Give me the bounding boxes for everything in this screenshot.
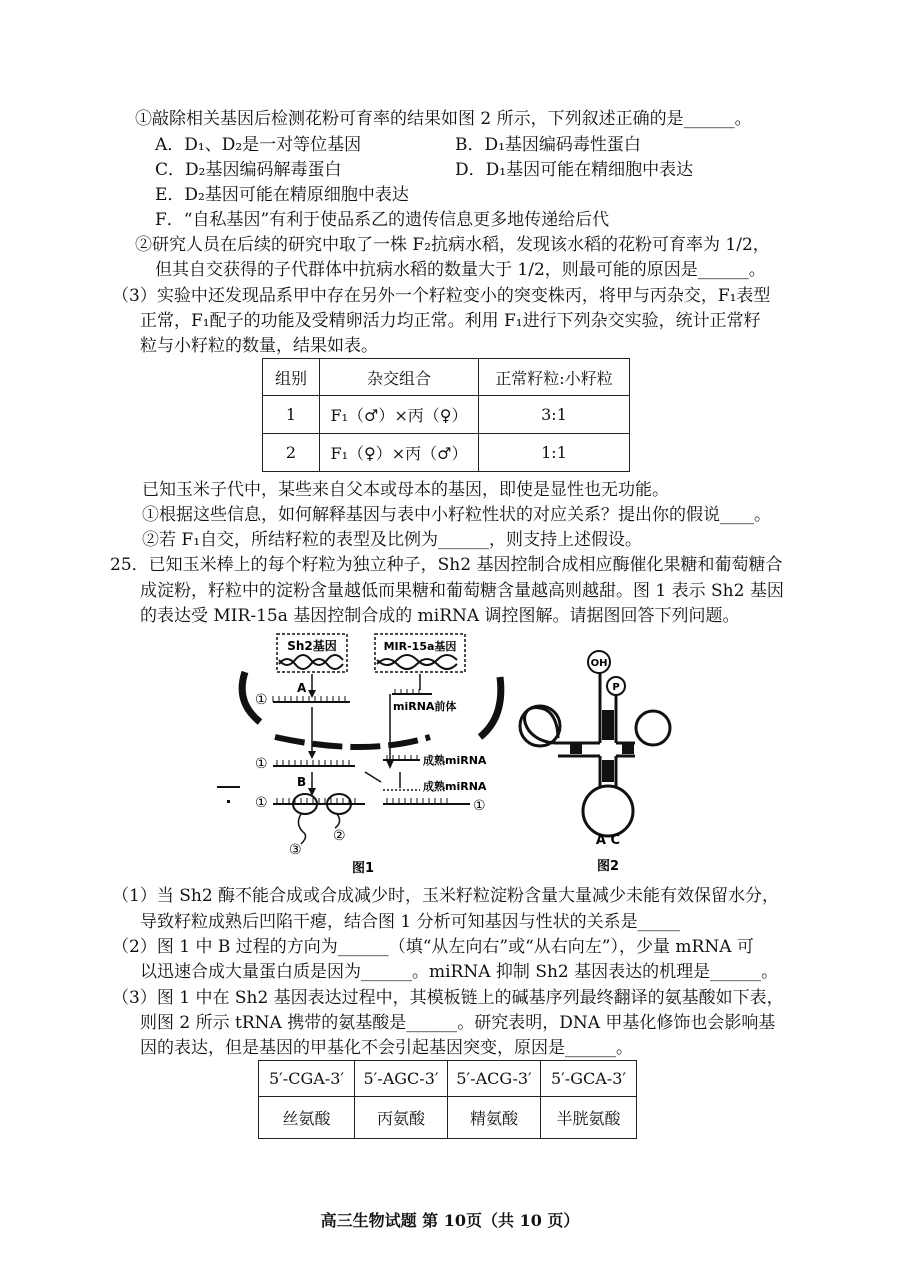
q25-sub2-line2: 以迅速合成大量蛋白质是因为______。miRNA 抑制 Sh2 基因表达的机理是______。: [140, 962, 779, 982]
nuclear-membrane-bottom: [275, 737, 430, 747]
q25-sub3-line1: （3）图 1 中在 Sh2 基因表达过程中，其模板链上的碱基序列最终翻译的氨基酸如下表，: [112, 988, 784, 1008]
table-cell: 1:1: [479, 434, 630, 472]
codon-cell: 5′-AGC-3′: [355, 1061, 448, 1097]
mrna-marker-2: ①: [255, 756, 268, 772]
table-cell: 3:1: [479, 396, 630, 434]
polypeptide-marker-3: ③: [289, 842, 302, 858]
codon-cell: 5′-CGA-3′: [259, 1061, 355, 1097]
q24-part3-line1: （3）实验中还发现品系甲中存在另外一个籽粒变小的突变株丙，将甲与丙杂交，F₁表型: [112, 286, 771, 306]
table-header-cell: 正常籽粒:小籽粒: [479, 359, 630, 396]
mrna-marker-1: ①: [255, 692, 268, 708]
oh-label: OH: [590, 658, 608, 669]
mir-dna-helix-icon: [377, 655, 457, 669]
option-c: C．D₂基因编码解毒蛋白: [155, 160, 342, 180]
anticodon-label: A C: [595, 833, 621, 848]
figure-2-trna: [510, 648, 680, 878]
table-header-cell: 组别: [263, 359, 320, 396]
mrna-marker-4: ①: [473, 798, 486, 814]
option-e: E．D₂基因可能在精原细胞中表达: [155, 185, 409, 205]
q24-part3-line3: 粒与小籽粒的数量，结果如表。: [140, 336, 378, 356]
sh2-dna-helix-icon: [279, 655, 343, 669]
mature-mirna-label-1: 成熟miRNA: [423, 754, 487, 767]
mirna-precursor-label: miRNA前体: [393, 700, 457, 713]
codon-amino-acid-table: [258, 1060, 637, 1139]
page-footer: 高三生物试题 第 10页（共 10 页）: [320, 1211, 580, 1230]
process-a-label: A: [297, 681, 307, 695]
q24-after-line2: ①根据这些信息，如何解释基因与表中小籽粒性状的对应关系？提出你的假说____。: [142, 505, 771, 525]
amino-acid-cell: 精氨酸: [448, 1097, 541, 1139]
process-b-label: B: [297, 775, 307, 789]
nuclear-membrane-right: [480, 677, 501, 737]
option-a: A．D₁、D₂是一对等位基因: [155, 135, 362, 155]
q24-sub1: ①敲除相关基因后检测花粉可育率的结果如图 2 所示，下列叙述正确的是______。: [135, 109, 752, 129]
codon-cell: 5′-ACG-3′: [448, 1061, 541, 1097]
table-cell: F₁（♂）×丙（♀）: [320, 396, 479, 434]
table-row: [263, 434, 630, 472]
q25-sub2-line1: （2）图 1 中 B 过程的方向为______（填“从左向右”或“从右向左”），少量 mRNA 可: [112, 937, 754, 957]
q24-sub2-line2: 但其自交获得的子代群体中抗病水稻的数量大于 1/2，则最可能的原因是______。: [155, 260, 766, 280]
q25-stem-line3: 的表达受 MIR-15a 基因控制合成的 miRNA 调控图解。请据图回答下列问题。: [140, 606, 740, 626]
figure-2-caption: 图2: [596, 859, 620, 874]
table-cell: 2: [263, 434, 320, 472]
sh2-gene-label: Sh2基因: [287, 639, 337, 653]
q24-sub2-line1: ②研究人员在后续的研究中取了一株 F₂抗病水稻，发现该水稻的花粉可育率为 1/2，: [135, 235, 770, 255]
codon-cell: 5′-GCA-3′: [541, 1061, 637, 1097]
q24-part3-line2: 正常，F₁配子的功能及受精卵活力均正常。利用 F₁进行下列杂交实验，统计正常籽: [140, 311, 761, 331]
figure-1-caption: 图1: [351, 861, 375, 876]
codon-row: [259, 1061, 637, 1097]
table-row: [263, 396, 630, 434]
trna-cloverleaf: [520, 673, 670, 836]
figure-1-mirna-regulation: [215, 632, 515, 877]
option-d: D．D₁基因可能在精细胞中表达: [455, 160, 694, 180]
mir15a-gene-label: MIR-15a基因: [383, 640, 457, 653]
q25-sub3-line2: 则图 2 所示 tRNA 携带的氨基酸是______。研究表明，DNA 甲基化修饰也会影响基: [140, 1013, 776, 1033]
table-header-row: [263, 359, 630, 396]
amino-acid-cell: 丙氨酸: [355, 1097, 448, 1139]
q25-sub1-line2: 导致籽粒成熟后凹陷干瘪，结合图 1 分析可知基因与性状的关系是_____: [140, 912, 681, 932]
table-header-cell: 杂交组合: [320, 359, 479, 396]
q25-sub1-line1: （1）当 Sh2 酶不能合成或合成减少时，玉米籽粒淀粉含量大量减少未能有效保留水分，: [112, 886, 780, 906]
q25-stem-line1: 25．已知玉米棒上的每个籽粒为独立种子，Sh2 基因控制合成相应酶催化果糖和葡萄糖合: [110, 555, 783, 575]
mrna-marker-3: ①: [255, 795, 268, 811]
amino-acid-row: [259, 1097, 637, 1139]
table-cell: 1: [263, 396, 320, 434]
q25-sub3-line3: 因的表达，但是基因的甲基化不会引起基因突变，原因是______。: [140, 1038, 633, 1058]
amino-acid-cell: 丝氨酸: [259, 1097, 355, 1139]
q24-after-line3: ②若 F₁自交，所结籽粒的表型及比例为______，则支持上述假设。: [142, 530, 643, 550]
cross-result-table: [262, 358, 630, 472]
q24-after-line1: 已知玉米子代中，某些来自父本或母本的基因，即使是显性也无功能。: [142, 480, 669, 500]
q25-stem-line2: 成淀粉，籽粒中的淀粉含量越低而果糖和葡萄糖含量越高则越甜。图 1 表示 Sh2 基因: [140, 581, 784, 601]
amino-acid-cell: 半胱氨酸: [541, 1097, 637, 1139]
p-label: P: [612, 682, 620, 693]
option-f: F．“自私基因”有利于使品系乙的遗传信息更多地传递给后代: [155, 210, 610, 230]
table-cell: F₁（♀）×丙（♂）: [320, 434, 479, 472]
mature-mirna-label-2: 成熟miRNA: [423, 780, 487, 793]
polypeptide-marker-2: ②: [333, 828, 346, 844]
option-b: B．D₁基因编码毒性蛋白: [455, 135, 641, 155]
